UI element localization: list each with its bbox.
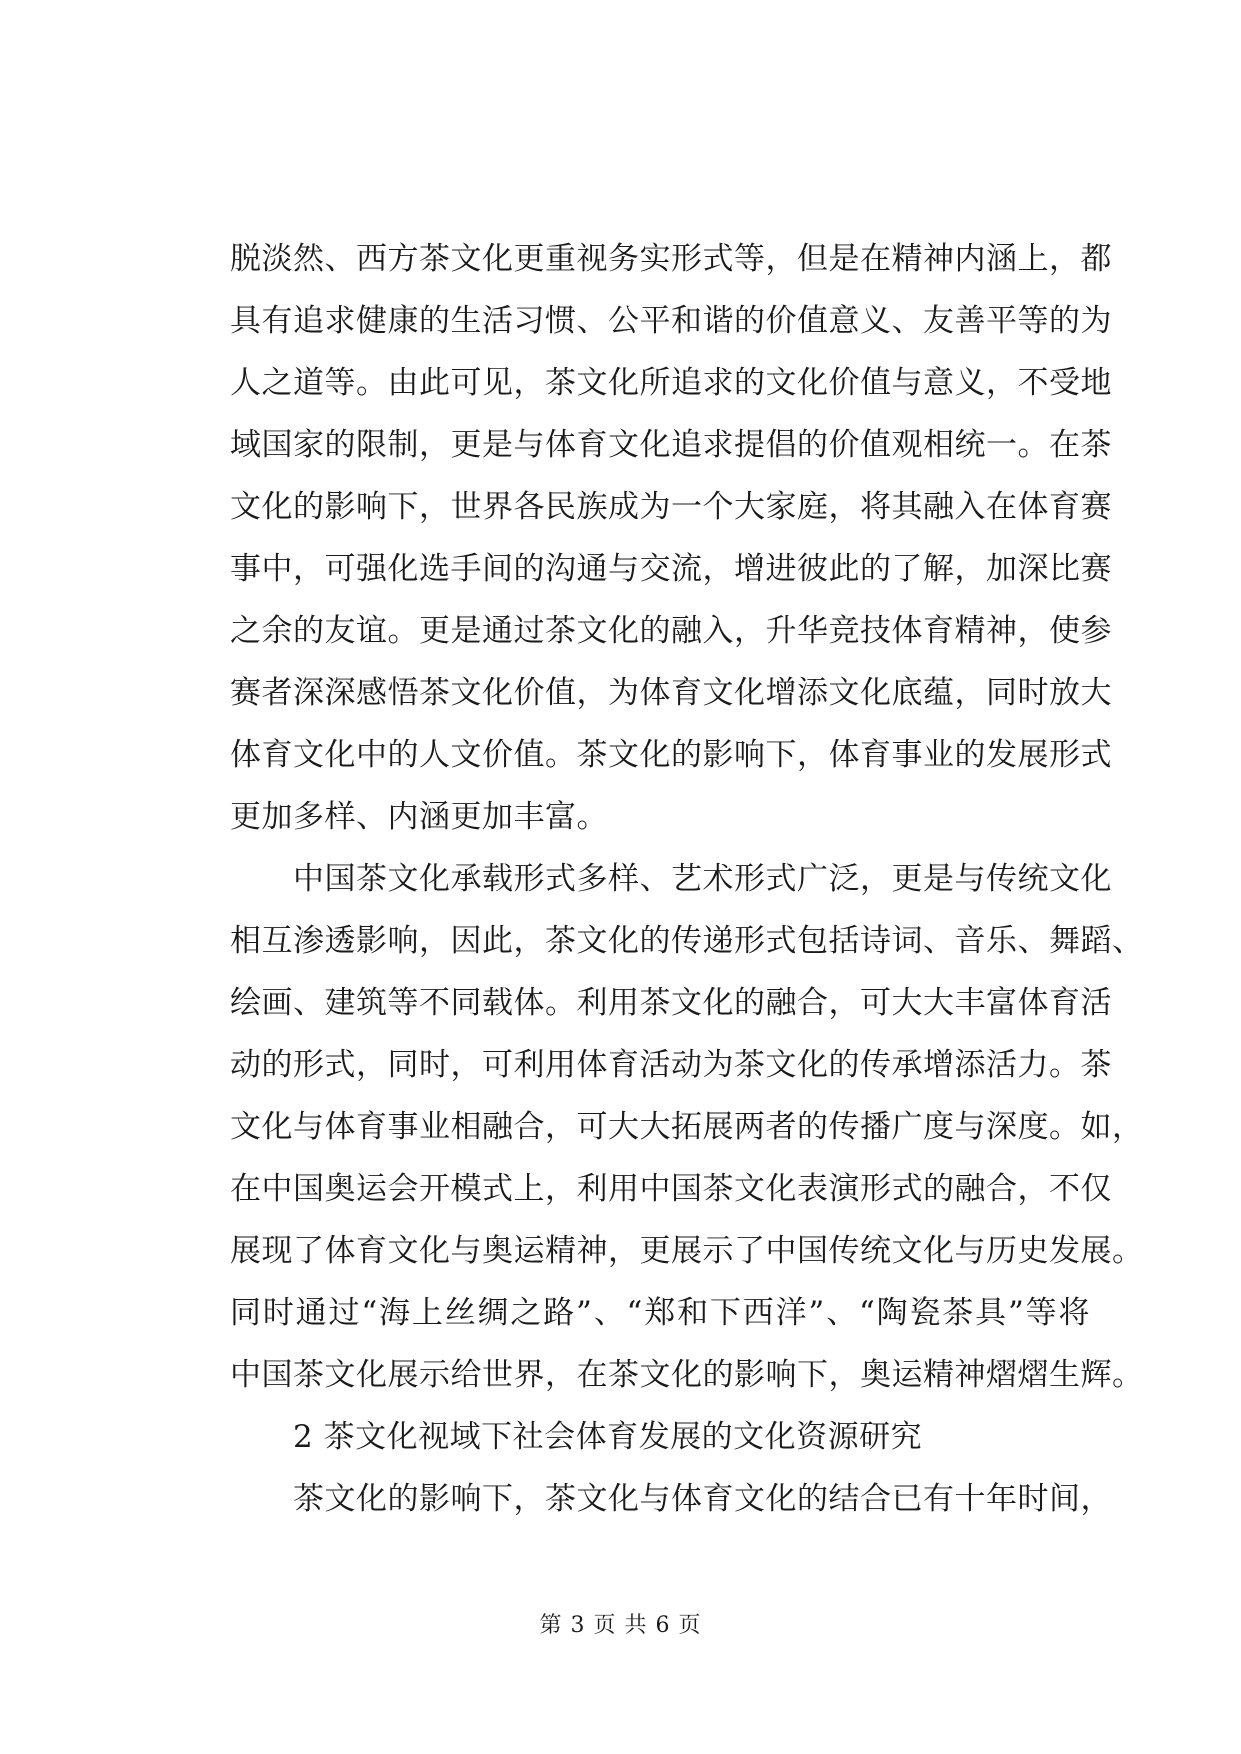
text-line: 具有追求健康的生活习惯、公平和谐的价值意义、友善平等的为 — [230, 303, 1112, 339]
text-line: 2 茶文化视域下社会体育发展的文化资源研究 — [230, 1419, 923, 1455]
text-line: 动的形式，同时，可利用体育活动为茶文化的传承增添活力。茶 — [230, 1047, 1112, 1083]
text-line: 域国家的限制，更是与体育文化追求提倡的价值观相统一。在茶 — [230, 427, 1112, 463]
text-line: 人之道等。由此可见，茶文化所追求的文化价值与意义，不受地 — [230, 365, 1112, 401]
text-line: 文化与体育事业相融合，可大大拓展两者的传播广度与深度。如， — [230, 1109, 1144, 1145]
paragraph — [230, 1468, 1112, 1530]
paragraph — [230, 228, 1112, 848]
text-line: 赛者深深感悟茶文化价值，为体育文化增添文化底蕴，同时放大 — [230, 675, 1112, 711]
text-line: 展现了体育文化与奥运精神，更展示了中国传统文化与历史发展。 — [230, 1233, 1144, 1269]
text-line: 在中国奥运会开模式上，利用中国茶文化表演形式的融合，不仅 — [230, 1171, 1112, 1207]
text-line: 更加多样、内涵更加丰富。 — [230, 799, 608, 835]
paragraph — [230, 848, 1144, 1406]
text-line: 中国茶文化展示给世界，在茶文化的影响下，奥运精神熠熠生辉。 — [230, 1357, 1144, 1393]
page-footer: 第 3 页 共 6 页 — [539, 1613, 702, 1638]
paragraph — [230, 1406, 1090, 1468]
text-line: 相互渗透影响，因此，茶文化的传递形式包括诗词、音乐、舞蹈、 — [230, 923, 1144, 959]
text-line: 事中，可强化选手间的沟通与交流，增进彼此的了解，加深比赛 — [230, 551, 1112, 587]
text-line: 同时通过“海上丝绸之路”、“郑和下西洋”、“陶瓷茶具”等将 — [230, 1295, 1090, 1331]
text-line: 体育文化中的人文价值。茶文化的影响下，体育事业的发展形式 — [230, 737, 1112, 773]
text-line: 茶文化的影响下，茶文化与体育文化的结合已有十年时间， — [230, 1481, 1112, 1517]
text-line: 脱淡然、西方茶文化更重视务实形式等，但是在精神内涵上，都 — [230, 241, 1112, 277]
text-line: 中国茶文化承载形式多样、艺术形式广泛，更是与传统文化 — [230, 861, 1112, 897]
text-line: 之余的友谊。更是通过茶文化的融入，升华竞技体育精神，使参 — [230, 613, 1112, 649]
document-body — [230, 228, 1144, 1530]
text-line: 文化的影响下，世界各民族成为一个大家庭，将其融入在体育赛 — [230, 489, 1112, 525]
text-line: 绘画、建筑等不同载体。利用茶文化的融合，可大大丰富体育活 — [230, 985, 1112, 1021]
